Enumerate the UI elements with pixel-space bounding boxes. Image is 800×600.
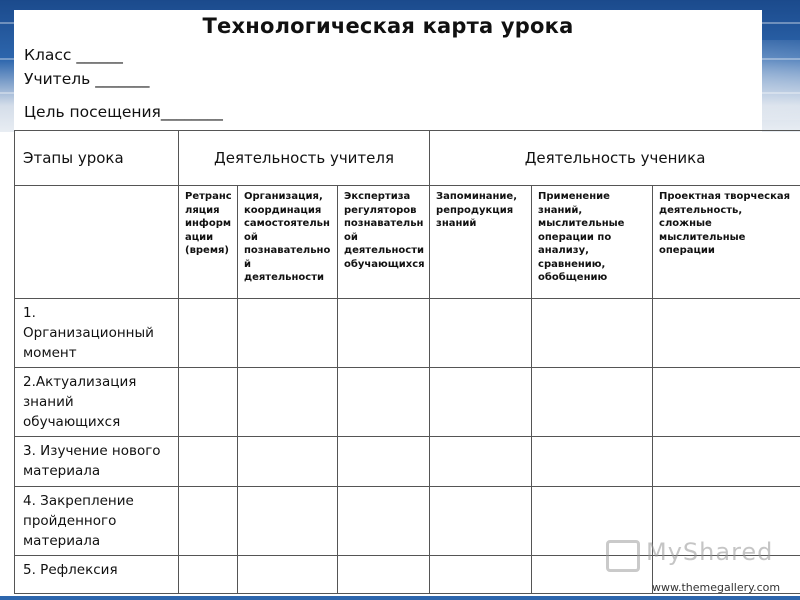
- stage-label: 2.Актуализация знаний обучающихся: [15, 368, 179, 437]
- table-cell: [179, 556, 238, 594]
- table-cell: [15, 186, 179, 299]
- table-cell: [238, 556, 338, 594]
- stage-label: 5. Рефлексия: [15, 556, 179, 594]
- class-field: Класс ______: [24, 46, 123, 64]
- subheader-organization: Организация, координация самостоятельн ой познавательно й деятельности: [238, 186, 338, 299]
- table-cell: [238, 299, 338, 368]
- table-cell: [430, 487, 532, 556]
- subheader-project: Проектная творческая деятельность, сложные мыслительные операции: [653, 186, 800, 299]
- table-cell: [532, 368, 653, 437]
- site-url: www.themegallery.com: [652, 581, 781, 594]
- table-cell: [532, 299, 653, 368]
- table-cell: [238, 368, 338, 437]
- table-cell: [179, 299, 238, 368]
- subheader-memorization: Запоминание, репродукция знаний: [430, 186, 532, 299]
- subheader-translation: Ретранс ляция информ ации (время): [179, 186, 238, 299]
- table-cell: [430, 299, 532, 368]
- stage-label: 1. Организационный момент: [15, 299, 179, 368]
- bottom-bar: [0, 596, 800, 600]
- table-cell: [430, 437, 532, 487]
- table-cell: [238, 437, 338, 487]
- goal-field: Цель посещения________: [24, 103, 223, 121]
- header-stages: Этапы урока: [15, 131, 179, 186]
- table-cell: [338, 556, 430, 594]
- table-cell: [338, 437, 430, 487]
- table-row: [15, 368, 800, 437]
- header-teacher-activity: Деятельность учителя: [179, 131, 430, 186]
- table-cell: [338, 368, 430, 437]
- subheader-application: Применение знаний, мыслительные операции по анализу, сравнению, обобщению: [532, 186, 653, 299]
- subheader-expertise: Экспертиза регуляторов познавательн ой деятельности обучающихся: [338, 186, 430, 299]
- table-row: [15, 299, 800, 368]
- page-title: Технологическая карта урока: [202, 14, 574, 38]
- presentation-icon: [606, 540, 640, 572]
- table-cell: [653, 437, 800, 487]
- lesson-map-table: [14, 130, 800, 594]
- table-cell: [338, 487, 430, 556]
- subheader-row: [15, 186, 800, 299]
- table-row: [15, 437, 800, 487]
- table-cell: [179, 437, 238, 487]
- table-cell: [653, 299, 800, 368]
- header-row: [15, 131, 800, 186]
- table-cell: [532, 437, 653, 487]
- watermark-text: MyShared: [646, 538, 774, 566]
- table-cell: [238, 487, 338, 556]
- watermark-logo: [606, 538, 774, 572]
- table-cell: [653, 368, 800, 437]
- table-cell: [430, 556, 532, 594]
- stage-label: 4. Закрепление пройденного материала: [15, 487, 179, 556]
- stage-label: 3. Изучение нового материала: [15, 437, 179, 487]
- teacher-field: Учитель _______: [24, 70, 150, 88]
- table-cell: [430, 368, 532, 437]
- table-cell: [179, 368, 238, 437]
- header-student-activity: Деятельность ученика: [430, 131, 800, 186]
- table-cell: [338, 299, 430, 368]
- table-cell: [179, 487, 238, 556]
